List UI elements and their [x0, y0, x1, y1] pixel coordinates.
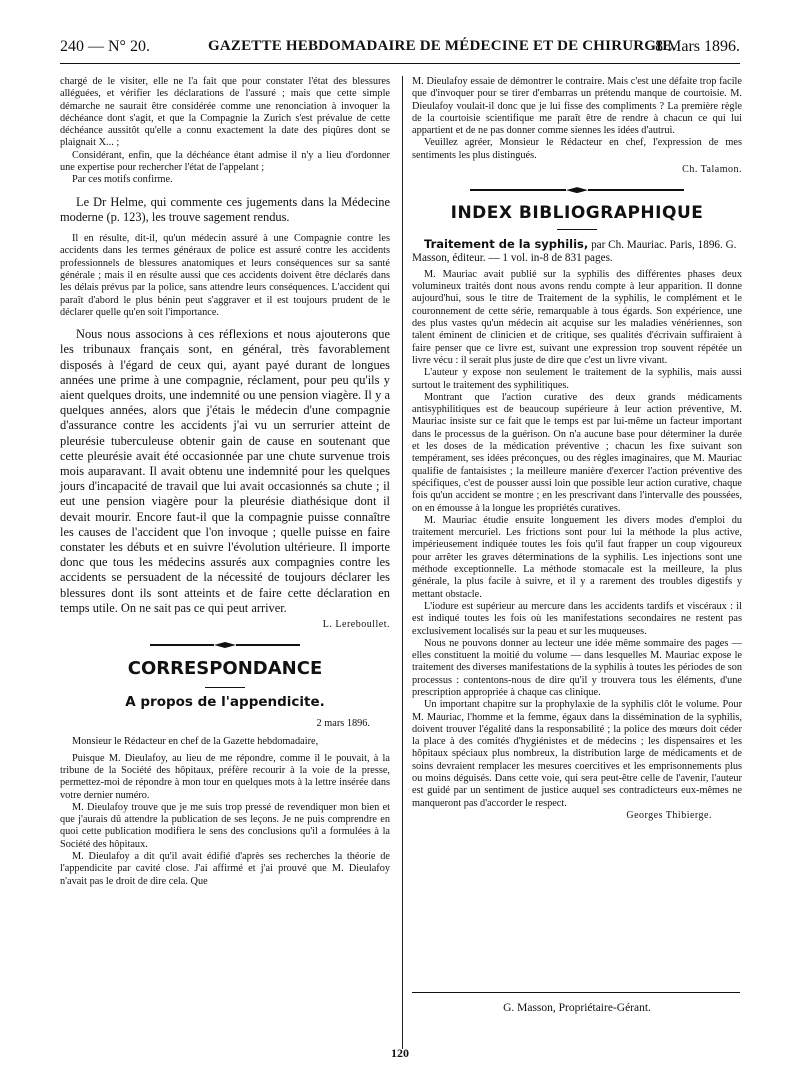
letter-paragraph: M. Dieulafoy a dit qu'il avait édifié d'après ses recherches la théorie de l'appendicite par cavité close. J'ai affirmé et j'ai prouvé que M. Dieulafoy n'avait pas le droit de dire cela. Que: [60, 850, 390, 887]
quoted-paragraph: Il en résulte, dit-il, qu'un médecin assuré à une Compagnie contre les accidents dans les termes généraux de police est assuré contre les accidents professionnels de blessures anatomiques et leurs conséquences sur sa santé générale ; mais il en résulte aussi que ces accidents doivent être déclarés dans les délais prévus par la police, sans attendre leurs conséquences. L'accident qui paraît d'abord le plus bénin peut s'aggraver et il est toujours prudent de le déclarer quelle qu'en soit l'importance.: [60, 233, 390, 318]
header-rule: [60, 63, 740, 64]
author-signature: L. Lereboullet.: [322, 619, 390, 631]
review-paragraph: Un important chapitre sur la prophylaxie de la syphilis clôt le volume. Pour M. Mauriac, l'homme et la femme, égaux dans la dissémination de la syphilis, doivent trouver l'égalité dans la responsabilité ; la police des mœurs doit céder la place à des comités d'hygiénistes et de médecins ; les dispensaires et les hôpitaux spéciaux plus nombreux, la distribution large de médicaments et de soins devraient remplacer les mesures coercitives et les emprisonnements plus ou moins déguisés. Dans cette voie, qui sera peut-être celle de l'avenir, l'auteur est guidé par un sentiment de justice auquel ses contradicteurs eux-mêmes ne manqueront pas d'accorder le respect.: [412, 699, 742, 809]
footer-rule: [412, 992, 740, 993]
review-paragraph: L'iodure est supérieur au mercure dans les accidents tardifs et viscéraux : il est indiqué toutes les fois où les manifestations secondaires ne restent pas exclusivement localisés sur la peau et sur les muqueuses.: [412, 600, 742, 637]
letter-subject: A propos de l'appendicite.: [125, 694, 325, 711]
judgment-text: Considérant, enfin, que la déchéance étant admise il n'y a lieu d'ordonner une expertise pour rechercher l'état de l'appelant ;: [60, 149, 390, 174]
letter-paragraph: M. Dieulafoy trouve que je me suis trop pressé de revendiquer mon bien et que j'aurais dû attendre la publication de ses leçons. Je ne puis comprendre en quoi cette publication modifiera le sens des conclusions qu'il a formulées à la Société des hôpitaux.: [60, 801, 390, 850]
letter-paragraph: Veuillez agréer, Monsieur le Rédacteur en chef, l'expression de mes sentiments les plus distingués.: [412, 137, 742, 161]
book-title: Traitement de la syphilis,: [424, 237, 589, 252]
running-header: [60, 34, 740, 58]
letter-paragraph: M. Dieulafoy essaie de démontrer le contraire. Mais c'est une défaite trop facile que d'invoquer pour se tirer d'embarras un prétendu manque de courtoisie. M. Dieulafoy voulait-il donc que je lui fisse des compliments ? La première règle de la courtoisie scientifique me paraît être de rendre à chacun ce qui lui appartient et de ne pas donner comme siennes les idées d'autrui.: [412, 76, 742, 137]
section-ornament: [557, 229, 597, 230]
issue-date: 8 Mars 1896.: [655, 38, 740, 55]
review-paragraph: L'auteur y expose non seulement le traitement de la syphilis, mais aussi surtout le traitement des syphilitiques.: [412, 367, 742, 391]
journal-page: [60, 34, 740, 1074]
section-ornament: [205, 687, 245, 688]
column-divider: [402, 76, 403, 1049]
letter-paragraph: Puisque M. Dieulafoy, au lieu de me répondre, comme il le pouvait, à la tribune de la Société des hôpitaux, préfère recourir à la voie de la presse, permettez-moi de répondre à mon tour en quelques mots à la lettre insérée dans votre dernier numéro.: [60, 752, 390, 801]
publisher-line: G. Masson, Propriétaire-Gérant.: [503, 1002, 651, 1014]
author-signature: Georges Thibierge.: [626, 809, 712, 821]
letter-date: 2 mars 1896.: [316, 718, 370, 730]
issue-number: 240 — N° 20.: [60, 38, 150, 55]
section-ornament: [150, 642, 300, 648]
judgment-text: chargé de le visiter, elle ne l'a fait que pour constater l'état des blessures alléguées, et vérifier les déclarations de l'assuré ; mais que cette simple démarche ne saurait être considérée comme une renonciation à invoquer la déchéance dont s'agit, et que la Compagnie la Zurich s'est prévalue de cette déchéance aussitôt qu'elle a connu exactement la date des piqûres dont se plaignait X... ;: [60, 76, 390, 149]
section-title: CORRESPONDANCE: [127, 658, 323, 680]
book-reference: [412, 238, 742, 266]
section-ornament: [467, 187, 687, 193]
author-signature: Ch. Talamon.: [682, 164, 742, 176]
journal-title: GAZETTE HEBDOMADAIRE DE MÉDECINE ET DE CHIRURGIE.: [208, 38, 677, 54]
body-paragraph: Nous nous associons à ces réflexions et nous ajouterons que les tribunaux français sont, en général, très favorablement disposés à l'égard de ceux qui, ayant payé durant de longues années une prime à une compagnie, réclament, pour peu qu'ils y aient quelques droits, une indemnité ou une pension viagère. Il y a quelques années, alors que j'étais le médecin d'une compagnie d'assurance contre les accidents j'ai vu un serrurier atteint de pleurésie tuberculeuse obtenir gain de cause en soutenant que cette pleurésie avait été occasionnée par une chute survenue trois mois auparavant. Il avait obtenu une indemnité pour les quelques jours d'incapacité de travail que lui avait occasionnés sa chute ; il eut une pension viagère pour la pleurésie diathésique dont il devait mourir. Encore faut-il que la compagnie puisse connaître les causes de l'accident que l'on invoque ; quelle puisse en faire constater les débuts et en suivre l'évolution ultérieure. Il importe donc que tous les médecins assurés aux compagnies contre les accidents se persuadent de la nécessité de toujours déclarer les blessures dont ils sont atteints et de faire cette déclaration en temps utile. On ne sait pas ce qui peut arriver.: [60, 327, 390, 615]
page-number: 120: [391, 1046, 409, 1060]
right-column: [412, 76, 742, 821]
judgment-text: Par ces motifs confirme.: [72, 174, 173, 186]
letter-salutation: Monsieur le Rédacteur en chef de la Gazette hebdomadaire,: [72, 736, 319, 748]
left-column: [60, 76, 390, 888]
body-paragraph: Le Dr Helme, qui commente ces jugements dans la Médecine moderne (p. 123), les trouve sagement rendus.: [60, 194, 390, 224]
section-title: INDEX BIBLIOGRAPHIQUE: [450, 203, 704, 224]
book-details: par Ch. Mauriac. Paris, 1896. G. Masson, éditeur. — 1 vol. in-8 de 831 pages.: [412, 239, 737, 265]
review-paragraph: Montrant que l'action curative des deux grands médicaments antisyphilitiques est de beaucoup supérieure à leur action préventive, M. Mauriac insiste sur ce fait que le temps est par lui-même un facteur important dans le processus de la guérison. On n'a aucune base pour déterminer la durée et les doses de la médication préventive ; chacun les fixe suivant son tempérament, ses idées préconçues, ou des règles imaginaires, que M. Mauriac qualifie de fantaisistes ; la meilleure manière d'exercer l'action préventive des spécifiques, c'est de pousser aussi loin que possible leur action curative, chaque fois qu'un accident se montre ; en les prescrivant dans l'intervalle des poussées, on en émousse à la longue les propriétés curatives.: [412, 391, 742, 514]
review-paragraph: Nous ne pouvons donner au lecteur une idée même sommaire des pages — elles constituent la moitié du volume — dans lesquelles M. Mauriac expose le traitement des diverses manifestations de la syphilis à toutes les périodes de son processus : contentons-nous de dire qu'il y trouvera tous les éléments, d'une prescription appropriée à chaque cas clinique.: [412, 637, 742, 698]
review-paragraph: M. Mauriac étudie ensuite longuement les divers modes d'emploi du traitement mercuriel. Les frictions sont pour lui la méthode la plus active, impérieusement indiquée toutes les fois qu'il faut frapper un coup vigoureux pour arrêter les graves déterminations de la syphilis. Les injections sont une méthode exceptionnelle. La méthode stomacale est la meilleure, la plus générale, la plus facile à suivre, et il y a rarement des troubles digestifs y mettant obstacle.: [412, 514, 742, 600]
review-paragraph: M. Mauriac avait publié sur la syphilis des différentes phases deux volumineux traités dont nous avons rendu compte à leur apparition. Il donne aujourd'hui, sous le titre de Traitement de la syphilis, le complément et le couronnement de cette série, remarquable à tous égards. Son expérience, une des plus vastes qu'un médecin ait acquise sur les maladies vénériennes, son talent éminent de clinicien et de critique, ses qualités d'écrivain suffiraient à faire penser que ce livre est, suivant une expression trop souvent répétée un livre vécu : il serait plus juste de dire que c'est un livre vivant.: [412, 268, 742, 366]
